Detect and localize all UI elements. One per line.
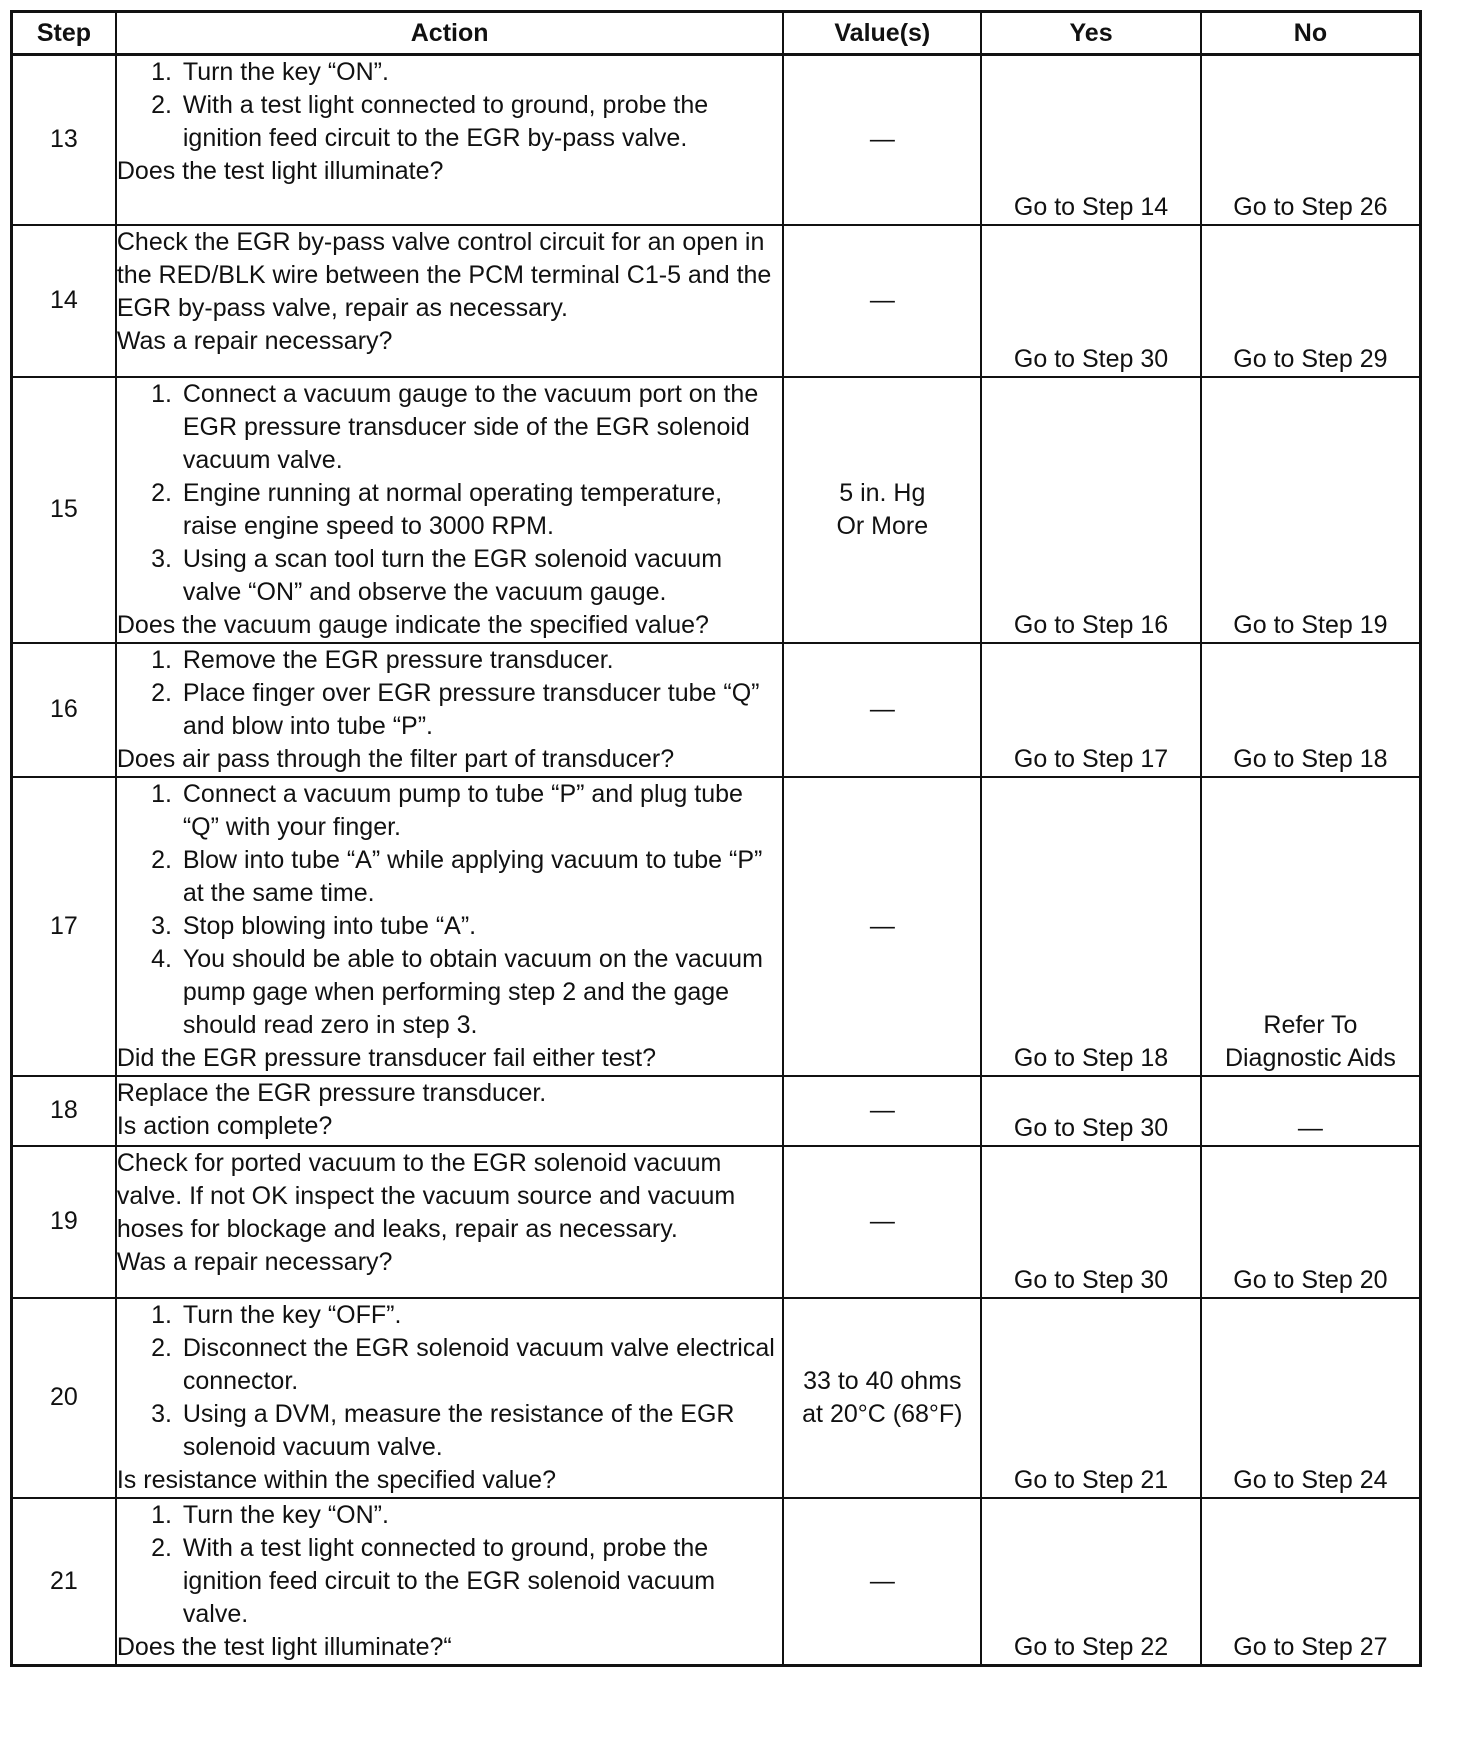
action-step: 1. Turn the key “ON”. bbox=[179, 56, 783, 89]
step-number: 17 bbox=[12, 777, 116, 1076]
no-cell bbox=[1201, 1298, 1421, 1498]
no-cell bbox=[1201, 225, 1421, 377]
yes-result: Go to Step 22 bbox=[1013, 1632, 1169, 1661]
step-number: 15 bbox=[12, 377, 116, 643]
action-question: Was a repair necessary? bbox=[116, 326, 393, 355]
yes-result: Go to Step 16 bbox=[1013, 610, 1169, 639]
header-action: Action bbox=[116, 12, 784, 55]
no-cell bbox=[1201, 1076, 1421, 1146]
yes-cell bbox=[981, 55, 1201, 225]
diagnostic-table bbox=[10, 10, 1422, 1667]
action-steps-list bbox=[117, 778, 783, 1042]
action-step: 2. Disconnect the EGR solenoid vacuum valve electrical connector. bbox=[179, 1332, 783, 1398]
yes-result: Go to Step 30 bbox=[1013, 1265, 1169, 1294]
yes-result: Go to Step 21 bbox=[1013, 1465, 1169, 1494]
action-question: Did the EGR pressure transducer fail either test? bbox=[116, 1043, 656, 1072]
action-step: 3. Using a scan tool turn the EGR solenoid vacuum valve “ON” and observe the vacuum gauge. bbox=[179, 543, 783, 609]
header-yes: Yes bbox=[981, 12, 1201, 55]
action-question: Does the test light illuminate? bbox=[116, 157, 444, 185]
action-step: 1. Turn the key “OFF”. bbox=[179, 1299, 783, 1332]
value-text: at 20°C (68°F) bbox=[802, 1399, 963, 1428]
step-number: 13 bbox=[12, 55, 116, 225]
table-body bbox=[12, 55, 1421, 1666]
header-no: No bbox=[1201, 12, 1421, 55]
no-result: — bbox=[1297, 1113, 1323, 1142]
yes-result: Go to Step 18 bbox=[1013, 1043, 1169, 1072]
value-text: Or More bbox=[836, 511, 929, 540]
action-step: 1. Connect a vacuum pump to tube “P” and plug tube “Q” with your finger. bbox=[179, 778, 783, 844]
action-cell bbox=[116, 225, 784, 377]
action-step: 1. Remove the EGR pressure transducer. bbox=[179, 644, 783, 677]
no-result: Go to Step 19 bbox=[1233, 610, 1388, 639]
action-cell bbox=[116, 55, 784, 225]
no-cell bbox=[1201, 643, 1421, 777]
table-row bbox=[12, 225, 1421, 377]
table-row bbox=[12, 1498, 1421, 1666]
table-row bbox=[12, 643, 1421, 777]
action-instruction: Replace the EGR pressure transducer. bbox=[116, 1078, 547, 1107]
action-step: 2. Place finger over EGR pressure transducer tube “Q” and blow into tube “P”. bbox=[179, 677, 783, 743]
table-row bbox=[12, 1076, 1421, 1146]
value-text: — bbox=[869, 911, 895, 940]
action-steps-list bbox=[117, 644, 783, 743]
action-step: 1. Connect a vacuum gauge to the vacuum port on the EGR pressure transducer side of the EGR solenoid vacuum valve. bbox=[179, 378, 783, 477]
no-cell bbox=[1201, 777, 1421, 1076]
action-cell bbox=[116, 1298, 784, 1498]
action-steps-list bbox=[117, 378, 783, 609]
no-result: Go to Step 24 bbox=[1233, 1465, 1388, 1494]
step-number: 19 bbox=[12, 1146, 116, 1298]
step-number: 16 bbox=[12, 643, 116, 777]
action-step: 4. You should be able to obtain vacuum on the vacuum pump gage when performing step 2 and the gage should read zero in step 3. bbox=[179, 943, 783, 1042]
action-question: Is action complete? bbox=[116, 1111, 333, 1140]
value-cell bbox=[783, 1146, 981, 1298]
action-step: 1. Turn the key “ON”. bbox=[179, 1499, 783, 1532]
value-text: — bbox=[869, 1207, 895, 1235]
yes-cell bbox=[981, 225, 1201, 377]
no-result: Go to Step 18 bbox=[1233, 744, 1388, 773]
value-cell bbox=[783, 55, 981, 225]
action-step: 2. Engine running at normal operating temperature, raise engine speed to 3000 RPM. bbox=[179, 477, 783, 543]
table-row bbox=[12, 55, 1421, 225]
value-cell bbox=[783, 777, 981, 1076]
no-result: Go to Step 20 bbox=[1233, 1265, 1388, 1294]
action-step: 3. Using a DVM, measure the resistance of the EGR solenoid vacuum valve. bbox=[179, 1398, 783, 1464]
yes-cell bbox=[981, 1146, 1201, 1298]
value-text: — bbox=[869, 125, 895, 154]
action-step: 2. With a test light connected to ground, probe the ignition feed circuit to the EGR solenoid vacuum valve. bbox=[179, 1532, 783, 1631]
yes-cell bbox=[981, 777, 1201, 1076]
action-instruction: Check the EGR by-pass valve control circuit for an open in the RED/BLK wire between the PCM terminal C1-5 and the EGR by-pass valve, repair as necessary. bbox=[116, 227, 772, 322]
action-question: Does the test light illuminate?“ bbox=[116, 1632, 452, 1661]
yes-result: Go to Step 17 bbox=[1013, 744, 1169, 773]
action-step: 2. Blow into tube “A” while applying vacuum to tube “P” at the same time. bbox=[179, 844, 783, 910]
value-text: — bbox=[869, 1096, 895, 1124]
action-step: 3. Stop blowing into tube “A”. bbox=[179, 910, 783, 943]
document-page bbox=[10, 10, 1422, 1667]
header-values: Value(s) bbox=[783, 12, 981, 55]
value-text: 33 to 40 ohms bbox=[803, 1366, 962, 1395]
action-cell bbox=[116, 377, 784, 643]
value-cell bbox=[783, 1298, 981, 1498]
step-number: 20 bbox=[12, 1298, 116, 1498]
action-question: Does the vacuum gauge indicate the specified value? bbox=[116, 610, 709, 639]
yes-result: Go to Step 30 bbox=[1013, 1113, 1169, 1142]
action-steps-list bbox=[117, 1299, 783, 1464]
yes-cell bbox=[981, 1076, 1201, 1146]
table-row bbox=[12, 777, 1421, 1076]
action-cell bbox=[116, 643, 784, 777]
value-text: — bbox=[869, 1566, 895, 1595]
value-cell bbox=[783, 643, 981, 777]
table-header-row bbox=[12, 12, 1421, 55]
table-row bbox=[12, 1298, 1421, 1498]
step-number: 14 bbox=[12, 225, 116, 377]
table-row bbox=[12, 377, 1421, 643]
yes-result: Go to Step 14 bbox=[1013, 192, 1169, 221]
action-question: Does air pass through the filter part of transducer? bbox=[116, 744, 675, 773]
no-cell bbox=[1201, 1146, 1421, 1298]
value-text: — bbox=[869, 286, 895, 314]
yes-cell bbox=[981, 1298, 1201, 1498]
value-cell bbox=[783, 377, 981, 643]
value-cell bbox=[783, 1498, 981, 1666]
value-text: — bbox=[869, 695, 895, 723]
action-question: Was a repair necessary? bbox=[116, 1247, 393, 1276]
yes-cell bbox=[981, 1498, 1201, 1666]
no-result: Go to Step 29 bbox=[1233, 344, 1388, 373]
action-cell bbox=[116, 1076, 784, 1146]
no-result: Diagnostic Aids bbox=[1224, 1043, 1396, 1072]
no-result: Go to Step 26 bbox=[1233, 192, 1388, 221]
action-cell bbox=[116, 1498, 784, 1666]
value-cell bbox=[783, 225, 981, 377]
header-step: Step bbox=[12, 12, 116, 55]
yes-cell bbox=[981, 643, 1201, 777]
no-cell bbox=[1201, 377, 1421, 643]
action-question: Is resistance within the specified value? bbox=[116, 1465, 556, 1494]
yes-result: Go to Step 30 bbox=[1013, 344, 1169, 373]
step-number: 18 bbox=[12, 1076, 116, 1146]
action-step: 2. With a test light connected to ground, probe the ignition feed circuit to the EGR by-pass valve. bbox=[179, 89, 783, 155]
action-cell bbox=[116, 1146, 784, 1298]
no-result: Refer To bbox=[1263, 1010, 1358, 1039]
value-cell bbox=[783, 1076, 981, 1146]
step-number: 21 bbox=[12, 1498, 116, 1666]
action-cell bbox=[116, 777, 784, 1076]
yes-cell bbox=[981, 377, 1201, 643]
action-instruction: Check for ported vacuum to the EGR solenoid vacuum valve. If not OK inspect the vacuum source and vacuum hoses for blockage and leaks, repair as necessary. bbox=[116, 1148, 736, 1243]
no-cell bbox=[1201, 1498, 1421, 1666]
action-steps-list bbox=[117, 1499, 783, 1631]
table-row bbox=[12, 1146, 1421, 1298]
value-text: 5 in. Hg bbox=[839, 478, 926, 507]
action-steps-list bbox=[117, 56, 783, 155]
no-cell bbox=[1201, 55, 1421, 225]
no-result: Go to Step 27 bbox=[1233, 1632, 1388, 1661]
